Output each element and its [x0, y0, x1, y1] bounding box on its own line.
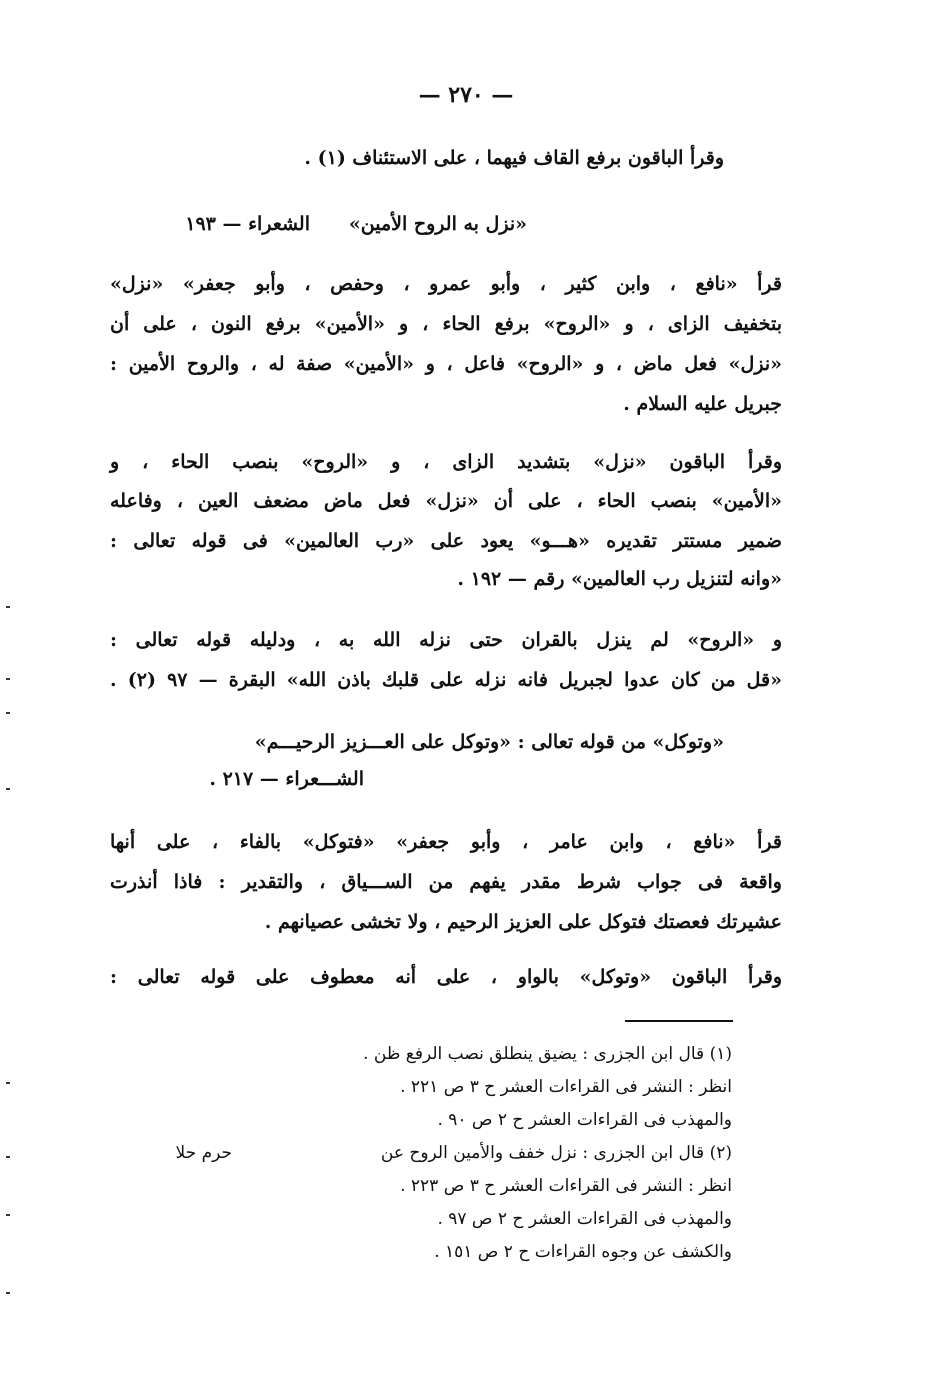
- footnote-line: انظر : النشر فى القراءات العشر ح ٣ ص ٢٢٣ .: [400, 1176, 732, 1196]
- footnote-line: حرم حلا: [175, 1143, 232, 1163]
- text-line: «نزل» فعل ماض ، و «الروح» فاعل ، و «الأمين» صفة له ، والروح الأمين :: [110, 353, 782, 375]
- footnote-line: انظر : النشر فى القراءات العشر ح ٣ ص ٢٢١ .: [400, 1077, 732, 1097]
- footnote-line: (١) قال ابن الجزرى : يضيق ينطلق نصب الرفع ظن .: [363, 1044, 732, 1064]
- verse-quote: «نزل به الروح الأمين»: [348, 213, 527, 235]
- text-line: وقرأ الباقون برفع القاف فيهما ، على الاستئناف (١) .: [304, 147, 724, 169]
- footnote-separator: [625, 1020, 733, 1022]
- text-line: قرأ «نافع ، وابن كثير ، وأبو عمرو ، وحفص ، وأبو جعفر» «نزل»: [110, 273, 782, 295]
- text-line: وقرأ الباقون «وتوكل» بالواو ، على أنه معطوف على قوله تعالى :: [110, 966, 782, 988]
- text-line: «وانه لتنزيل رب العالمين» رقم — ١٩٢ .: [457, 568, 782, 590]
- text-line: «الأمين» بنصب الحاء ، على أن «نزل» فعل ماض مضعف العين ، وفاعله: [110, 490, 782, 512]
- text-line: وقرأ الباقون «نزل» بتشديد الزاى ، و «الروح» بنصب الحاء ، و: [110, 451, 782, 473]
- footnote-line: والمهذب فى القراءات العشر ح ٢ ص ٩٠ .: [437, 1110, 732, 1130]
- text-line: ضمير مستتر تقديره «هـــو» يعود على «رب العالمين» فى قوله تعالى :: [110, 530, 782, 552]
- verse-reference: الشـــعراء — ٢١٧ .: [209, 768, 364, 790]
- text-line: واقعة فى جواب شرط مقدر يفهم من الســـياق ، والتقدير : فاذا أنذرت: [110, 871, 782, 893]
- text-line: جبريل عليه السلام .: [623, 393, 782, 415]
- verse-quote: «وتوكل» من قوله تعالى : «وتوكل على العـــزيز الرحيـــم»: [254, 731, 724, 753]
- text-line: و «الروح» لم ينزل بالقران حتى نزله الله به ، ودليله قوله تعالى :: [110, 629, 782, 651]
- verse-reference: الشعراء — ١٩٣: [185, 213, 310, 235]
- footnote-line: (٢) قال ابن الجزرى : نزل خفف والأمين الروح عن: [380, 1143, 732, 1163]
- footnote-line: والكشف عن وجوه القراءات ح ٢ ص ١٥١ .: [434, 1242, 732, 1262]
- page-number: — ٢٧٠ —: [418, 82, 514, 108]
- text-line: عشيرتك فعصتك فتوكل على العزيز الرحيم ، ولا تخشى عصيانهم .: [264, 911, 782, 933]
- footnote-line: والمهذب فى القراءات العشر ح ٢ ص ٩٧ .: [437, 1209, 732, 1229]
- text-line: «قل من كان عدوا لجبريل فانه نزله على قلبك باذن الله» البقرة — ٩٧ (٢) .: [110, 669, 782, 691]
- text-line: قرأ «نافع ، وابن عامر ، وأبو جعفر» «فتوكل» بالفاء ، على أنها: [110, 831, 782, 853]
- text-line: بتخفيف الزاى ، و «الروح» برفع الحاء ، و «الأمين» برفع النون ، على أن: [110, 313, 782, 335]
